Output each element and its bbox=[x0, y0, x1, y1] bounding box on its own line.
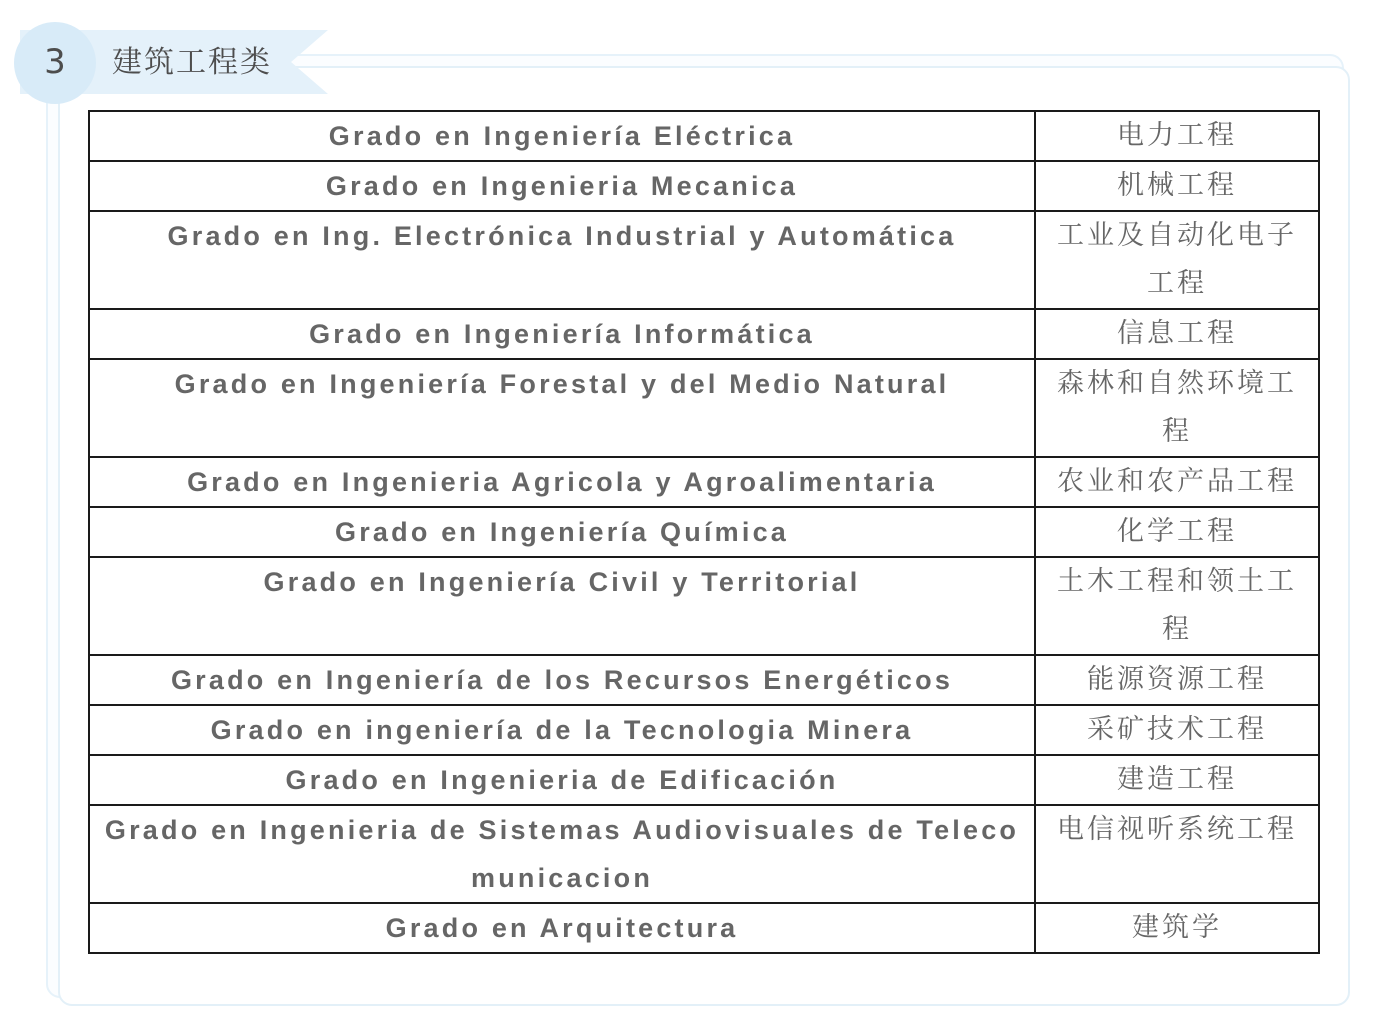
major-name-chinese: 工业及自动化电子工程 bbox=[1035, 211, 1319, 309]
major-name-spanish: Grado en Ingeniería Eléctrica bbox=[89, 111, 1035, 161]
major-name-chinese: 电力工程 bbox=[1035, 111, 1319, 161]
majors-table bbox=[88, 110, 1320, 954]
major-name-chinese: 建筑学 bbox=[1035, 903, 1319, 953]
table-row bbox=[89, 457, 1319, 507]
table-row bbox=[89, 705, 1319, 755]
major-name-spanish: Grado en Ingeniería de los Recursos Energéticos bbox=[89, 655, 1035, 705]
major-name-spanish: Grado en ingeniería de la Tecnologia Minera bbox=[89, 705, 1035, 755]
table-row bbox=[89, 161, 1319, 211]
major-name-chinese: 采矿技术工程 bbox=[1035, 705, 1319, 755]
major-name-spanish: Grado en Arquitectura bbox=[89, 903, 1035, 953]
major-name-chinese: 土木工程和领土工程 bbox=[1035, 557, 1319, 655]
major-name-chinese: 信息工程 bbox=[1035, 309, 1319, 359]
table-row bbox=[89, 359, 1319, 457]
major-name-chinese: 电信视听系统工程 bbox=[1035, 805, 1319, 903]
table-row bbox=[89, 111, 1319, 161]
major-name-spanish: Grado en Ingenieria Mecanica bbox=[89, 161, 1035, 211]
major-name-spanish: Grado en Ingenieria Agricola y Agroalimentaria bbox=[89, 457, 1035, 507]
major-name-chinese: 农业和农产品工程 bbox=[1035, 457, 1319, 507]
major-name-chinese: 建造工程 bbox=[1035, 755, 1319, 805]
major-name-spanish: Grado en Ingeniería Informática bbox=[89, 309, 1035, 359]
major-name-spanish: Grado en Ingenieria de Sistemas Audiovisuales de Telecomunicacion bbox=[89, 805, 1035, 903]
major-name-spanish: Grado en Ingeniería Forestal y del Medio Natural bbox=[89, 359, 1035, 457]
table-row bbox=[89, 805, 1319, 903]
major-name-chinese: 机械工程 bbox=[1035, 161, 1319, 211]
major-name-spanish: Grado en Ingeniería Civil y Territorial bbox=[89, 557, 1035, 655]
table-row bbox=[89, 507, 1319, 557]
major-name-chinese: 能源资源工程 bbox=[1035, 655, 1319, 705]
major-name-chinese: 森林和自然环境工程 bbox=[1035, 359, 1319, 457]
table-row bbox=[89, 309, 1319, 359]
major-name-chinese: 化学工程 bbox=[1035, 507, 1319, 557]
major-name-spanish: Grado en Ing. Electrónica Industrial y Automática bbox=[89, 211, 1035, 309]
table-row bbox=[89, 755, 1319, 805]
table-row bbox=[89, 557, 1319, 655]
section-number: 3 bbox=[44, 42, 66, 82]
table-row bbox=[89, 903, 1319, 953]
table-row bbox=[89, 211, 1319, 309]
section-title: 建筑工程类 bbox=[112, 45, 272, 80]
major-name-spanish: Grado en Ingeniería Química bbox=[89, 507, 1035, 557]
table-row bbox=[89, 655, 1319, 705]
major-name-spanish: Grado en Ingenieria de Edificación bbox=[89, 755, 1035, 805]
